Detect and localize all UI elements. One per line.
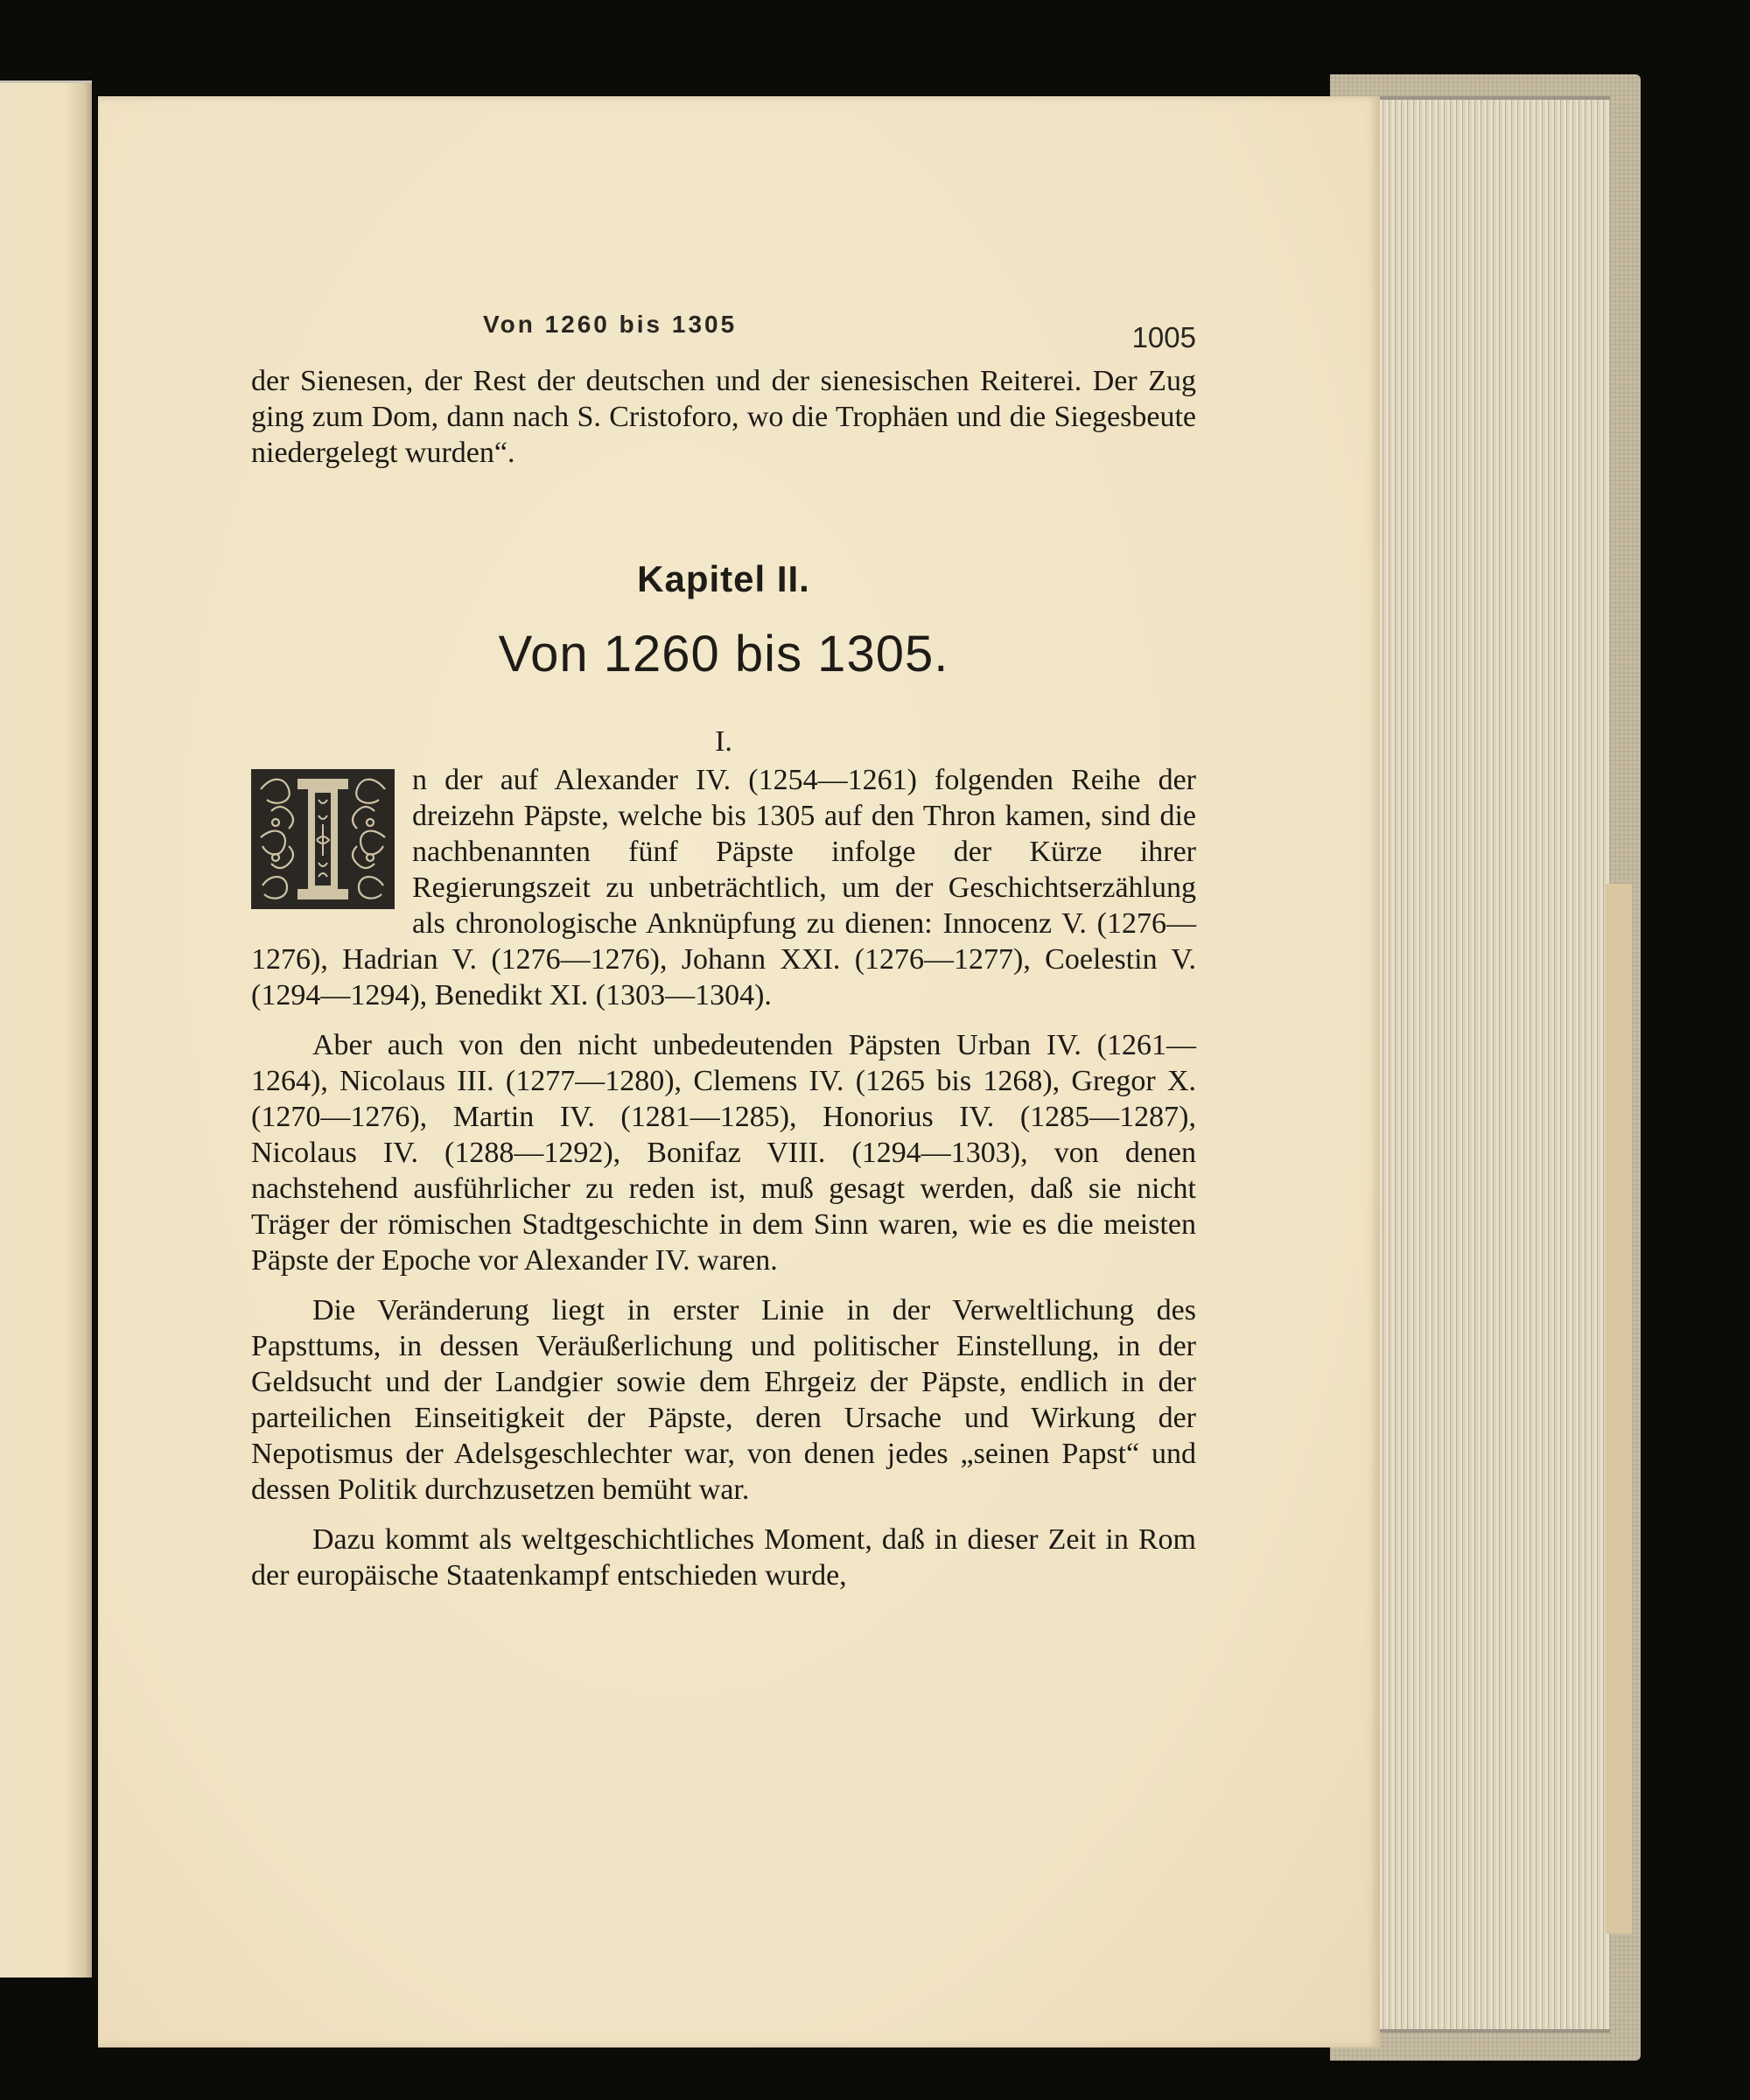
page-number: 1005 xyxy=(1131,321,1196,354)
running-head xyxy=(251,311,1196,363)
drop-cap-initial xyxy=(251,769,395,909)
page-content xyxy=(251,311,1196,1593)
paragraph-3: Die Veränderung liegt in erster Linie in der Verweltlichung des Papsttums, in dessen Veräußerlichung und politischer Einstellung, in der Geldsucht und der Landgier sowie dem Ehrgeiz der Päpste, endlich in der parteilichen Einseitigkeit der Päpste, deren Ursache und Wirkung der Nepotismus der Adelsgeschlechter war, von denen jedes „seinen Papst“ und dessen Politik durchzusetzen bemüht war. xyxy=(251,1294,1196,1506)
paragraph-4: Dazu kommt als weltgeschichtliches Moment, daß in dieser Zeit in Rom der europäische Staatenkampf entschieden wurde, xyxy=(251,1523,1196,1592)
spine-label xyxy=(1606,884,1632,1934)
paragraph-2: Aber auch von den nicht unbedeutenden Päpsten Urban IV. (1261—1264), Nicolaus III. (1277—1280), Clemens IV. (1265 bis 1268), Gregor X. (1270—1276), Martin IV. (1281—1285), Honorius IV. (1285—1287), Nicolaus IV. (1288—1292), Bonifaz VIII. (1294—1303), von denen nachstehend ausführlicher zu reden ist, muß gesagt werden, daß sie nicht Träger der römischen Stadtgeschichte in dem Sinn waren, wie es die meisten Päpste der Epoche vor Alexander IV. waren. xyxy=(251,1029,1196,1277)
paragraph-1: n der auf Alexander IV. (1254—1261) folgenden Reihe der dreizehn Päpste, welche bis 1305 auf den Thron kamen, sind die nachbenannten fünf Päpste infolge der Kürze ihrer Regierungszeit zu unbeträchtlich, um der Geschichtserzählung als chronologische Anknüpfung zu dienen: Innocenz V. (1276—1276), Hadrian V. (1276—1276), Johann XXI. (1276—1277), Coelestin V. (1294—1294), Benedikt XI. (1303—1304). xyxy=(251,764,1196,1012)
chapter-title: Von 1260 bis 1305. xyxy=(498,626,949,682)
opening-paragraph: der Sienesen, der Rest der deutschen und der sienesischen Reiterei. Der Zug ging zum Dom, dann nach S. Cristoforo, wo die Trophäen und die Siegesbeute niedergelegt wurden“. xyxy=(251,365,1196,469)
left-page xyxy=(0,83,92,1978)
first-paragraph xyxy=(251,762,1196,1013)
book-page xyxy=(98,96,1380,2048)
running-title: Von 1260 bis 1305 xyxy=(483,311,738,338)
chapter-label: Kapitel II. xyxy=(637,558,810,599)
section-number: I. xyxy=(715,725,732,758)
opening-text xyxy=(251,363,1196,471)
page-block-edges xyxy=(1374,96,1610,2033)
drop-cap-ornament-icon xyxy=(254,772,392,906)
